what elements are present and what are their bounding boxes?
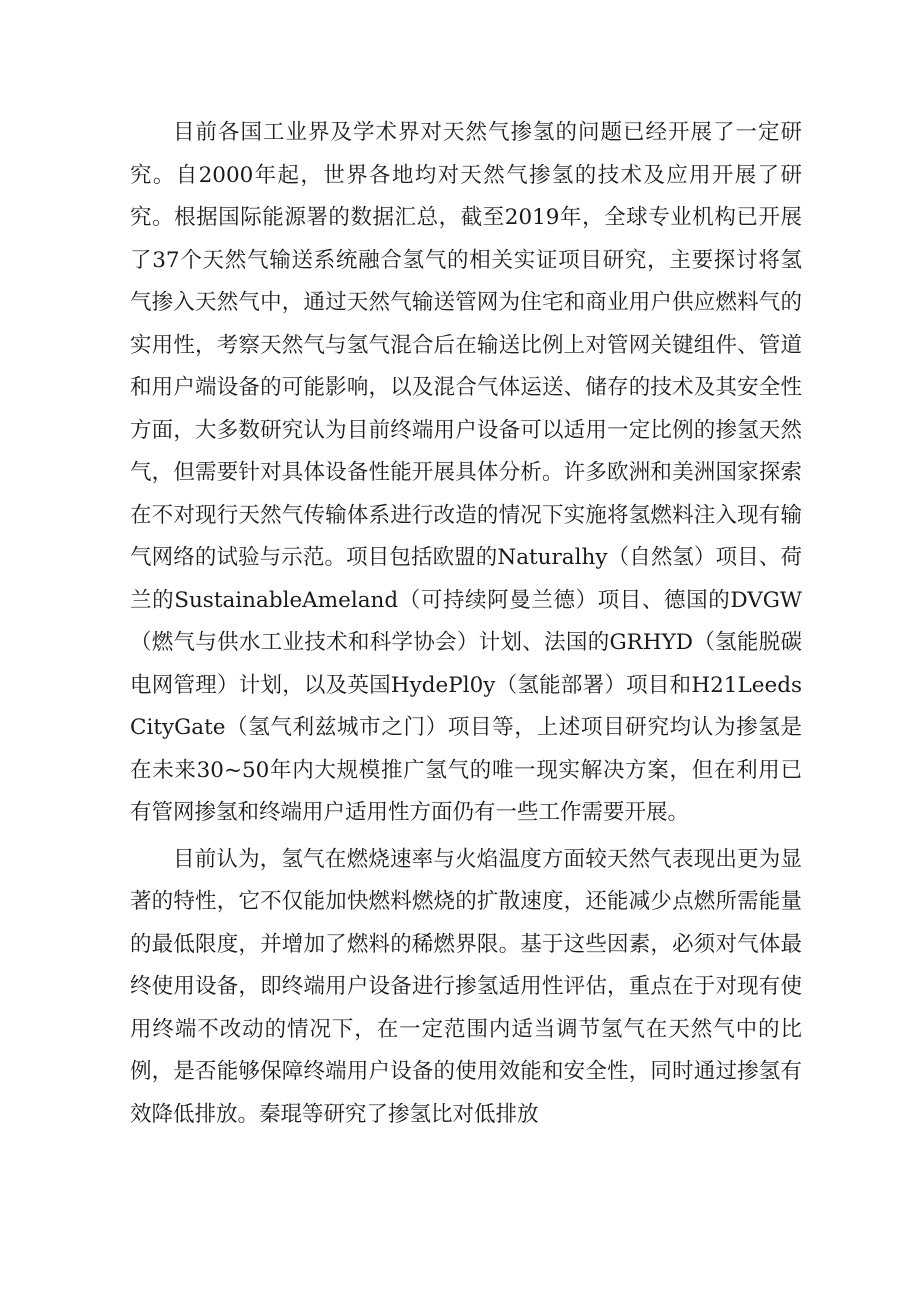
document-body: [130, 112, 802, 1136]
paragraph-hydrogen-research-overview: 目前各国工业界及学术界对天然气掺氢的问题已经开展了一定研究。自2000年起，世界各地均对天然气掺氢的技术及应用开展了研究。根据国际能源署的数据汇总，截至2019年，全球专业机构已开展了37个天然气输送系统融合氢气的相关实证项目研究，主要探讨将氢气掺入天然气中，通过天然气输送管网为住宅和商业用户供应燃料气的实用性，考察天然气与氢气混合后在输送比例上对管网关键组件、管道和用户端设备的可能影响，以及混合气体运送、储存的技术及其安全性方面，大多数研究认为目前终端用户设备可以适用一定比例的掺氢天然气，但需要针对具体设备性能开展具体分析。许多欧洲和美洲国家探索在不对现行天然气传输体系进行改造的情况下实施将氢燃料注入现有输气网络的试验与示范。项目包括欧盟的Naturalhy（自然氢）项目、荷兰的SustainableAmeland（可持续阿曼兰德）项目、德国的DVGW（燃气与供水工业技术和科学协会）计划、法国的GRHYD（氢能脱碳电网管理）计划，以及英国HydePl0y（氢能部署）项目和H21LeedsCityGate（氢气利兹城市之门）项目等，上述项目研究均认为掺氢是在未来30~50年内大规模推广氢气的唯一现实解决方案，但在利用已有管网掺氢和终端用户适用性方面仍有一些工作需要开展。: [130, 120, 802, 825]
paragraph-hydrogen-combustion-properties: 目前认为，氢气在燃烧速率与火焰温度方面较天然气表现出更为显著的特性，它不仅能加快燃料燃烧的扩散速度，还能减少点燃所需能量的最低限度，并增加了燃料的稀燃界限。基于这些因素，必须对气体最终使用设备，即终端用户设备进行掺氢适用性评估，重点在于对现有使用终端不改动的情况下，在一定范围内适当调节氢气在天然气中的比例，是否能够保障终端用户设备的使用效能和安全性，同时通过掺氢有效降低排放。秦琨等研究了掺氢比对低排放: [130, 846, 802, 1127]
